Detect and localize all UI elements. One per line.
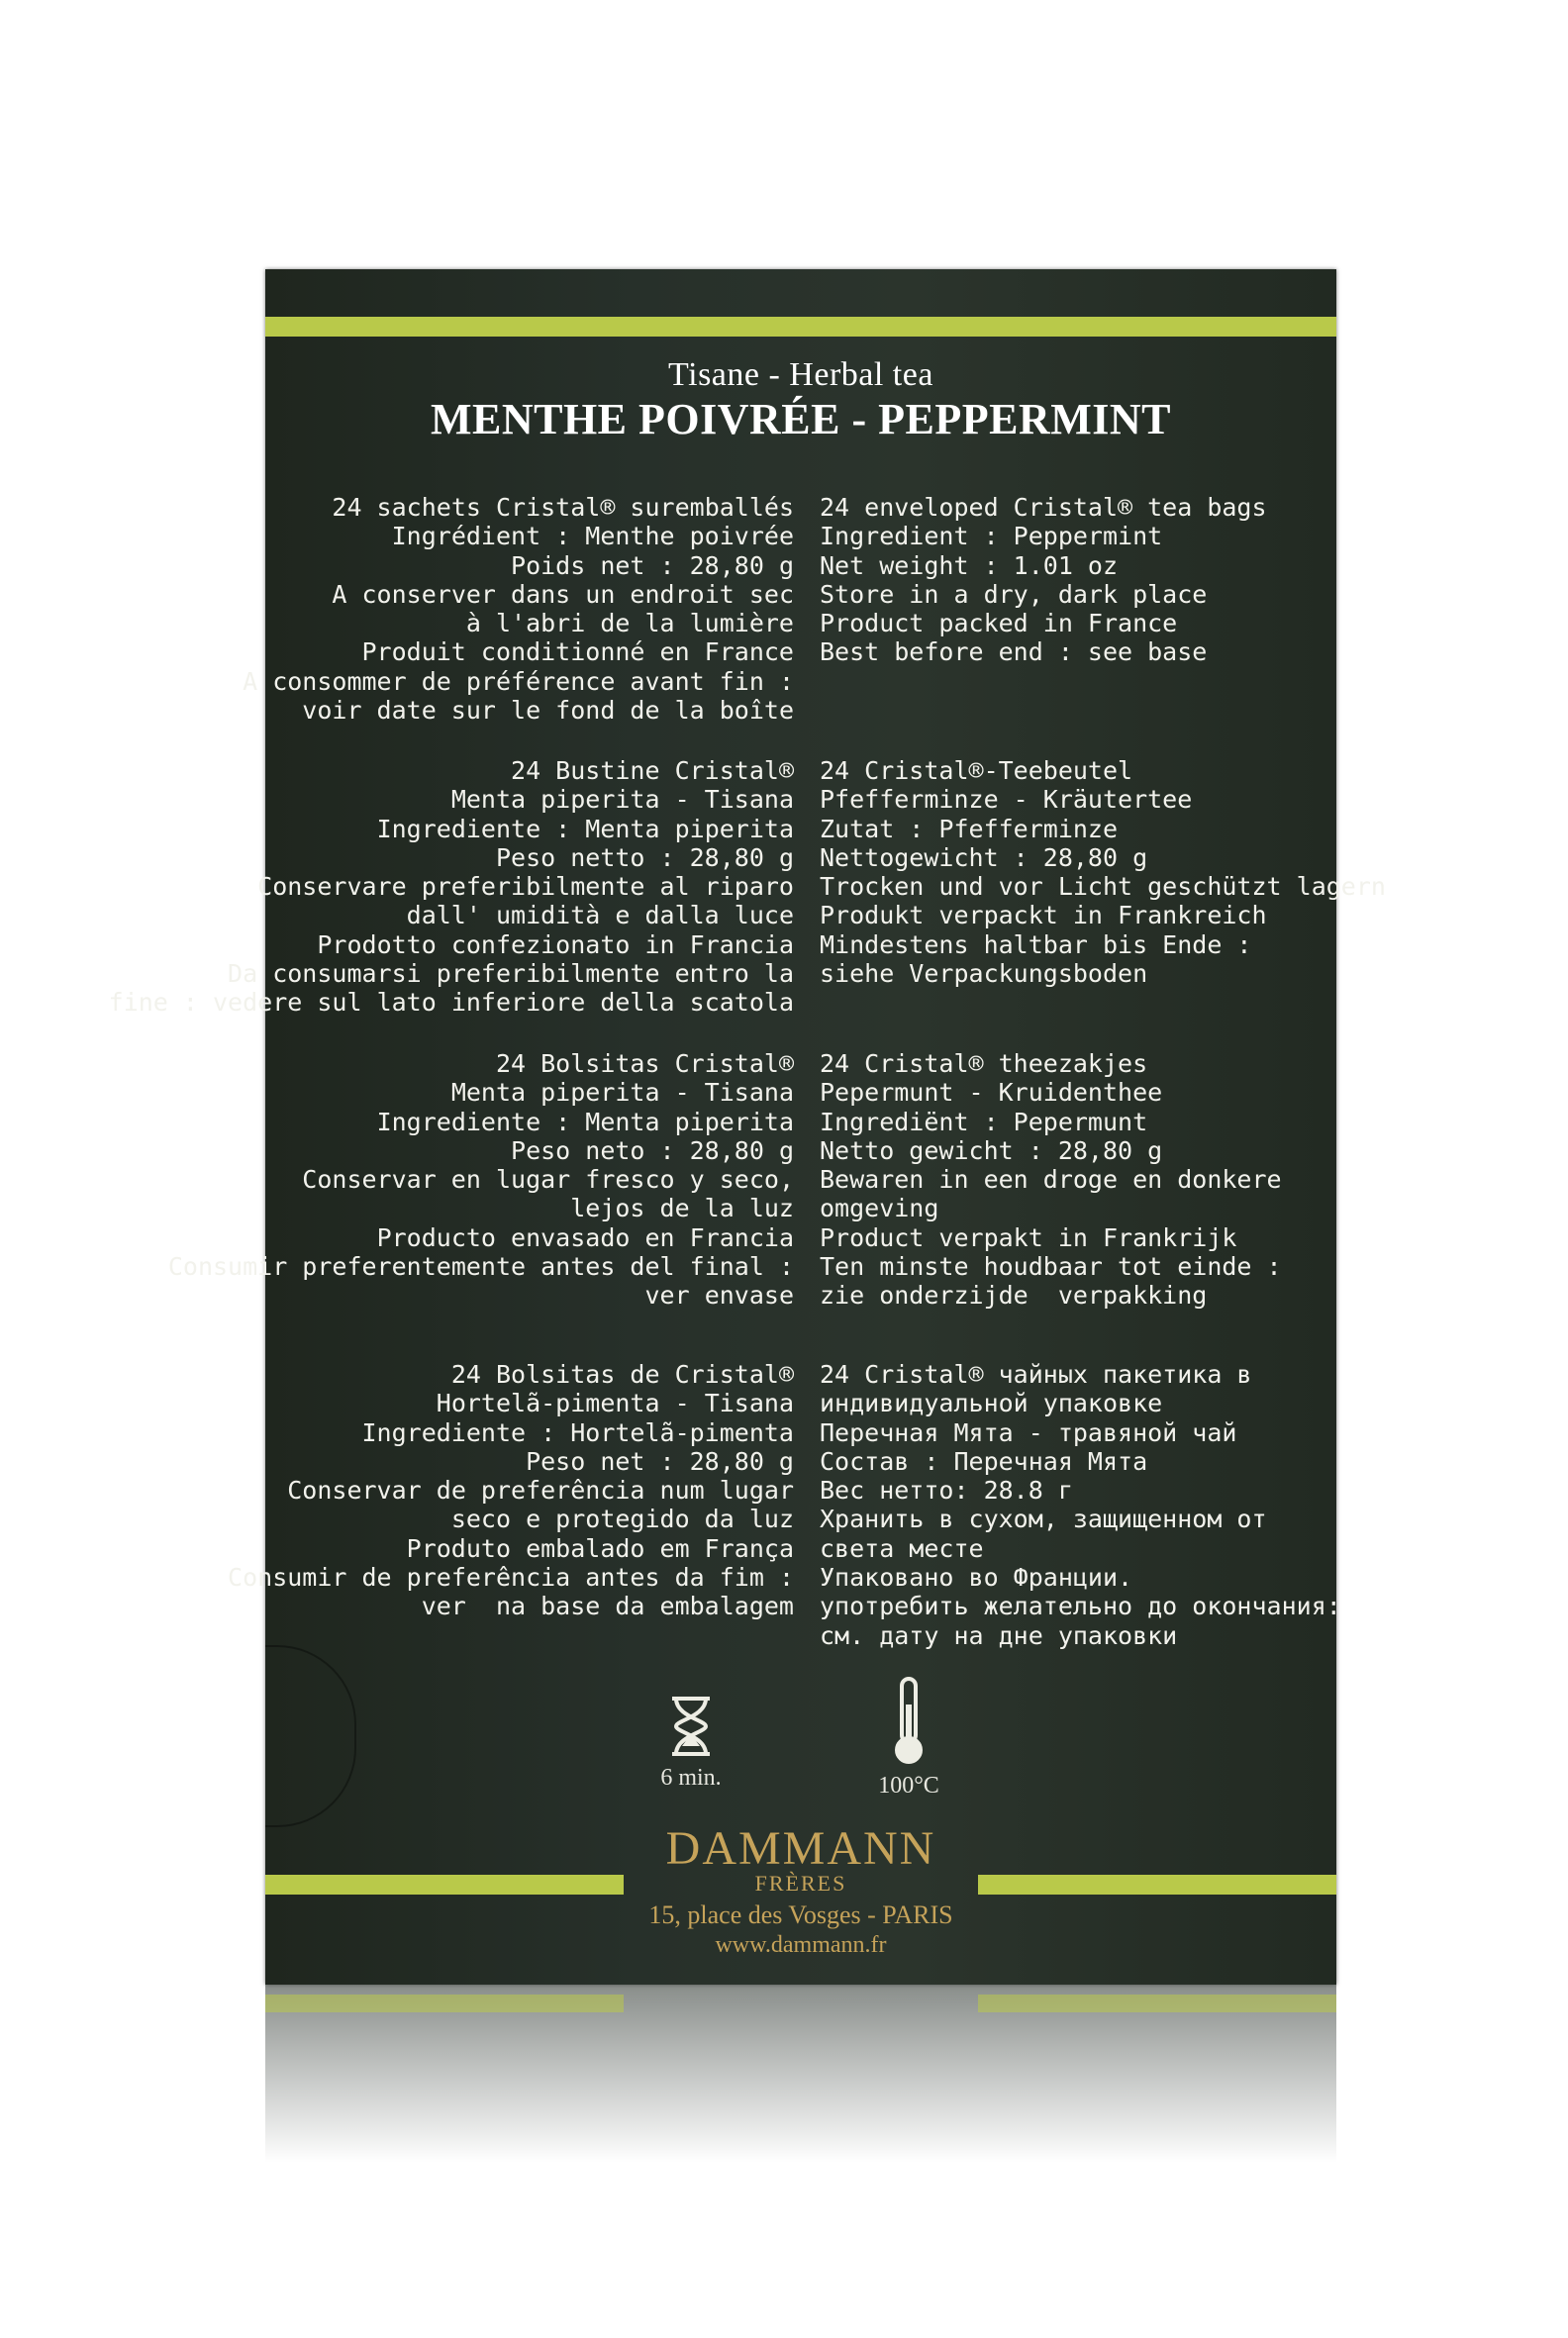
- text-block-french: 24 sachets Cristal® suremballés Ingrédient : Menthe poivrée Poids net : 28,80 g A conserver dans un endroit sec à l'abri de la lumière Produit conditionné en France A consommer de préférence avant fin : voir date sur le fond de la boîte: [243, 493, 794, 726]
- reflection-stripe-right: [978, 1995, 1336, 2012]
- text-block-german: 24 Cristal®-Teebeutel Pfefferminze - Kräutertee Zutat : Pfefferminze Nettogewicht : 28,80 g Trocken und vor Licht geschützt lagern Produkt verpackt in Frankreich Mindestens haltbar bis Ende : siehe Verpackungsboden: [820, 756, 1386, 989]
- product-title: MENTHE POIVRÉE - PEPPERMINT: [430, 395, 1172, 443]
- brand-address: 15, place des Vosges - PARIS: [648, 1900, 953, 1929]
- brand-logo-sub: FRÈRES: [754, 1871, 847, 1896]
- brew-temperature-label: 100°C: [878, 1773, 939, 1799]
- product-subtitle: Tisane - Herbal tea: [668, 356, 933, 393]
- text-block-italian: 24 Bustine Cristal® Menta piperita - Tisana Ingrediente : Menta piperita Peso netto : 28,80 g Conservare preferibilmente al riparo dall' umidità e dalla luce Prodotto confezionato in Francia Da consumarsi preferibilmente entro la fine : vedere sul lato inferiore della scatola: [108, 756, 794, 1018]
- top-stripe: [265, 317, 1336, 337]
- box-tab-notch: [265, 1645, 356, 1827]
- reflection-stripe-left: [265, 1995, 624, 2012]
- brew-time: [632, 1695, 750, 1792]
- text-block-russian: 24 Cristal® чайных пакетика в индивидуальной упаковке Перечная Мята - травяной чай Cостав : Перечная Мята Вес нетто: 28.8 г Хранить в сухом, защищенном от света месте Упаковано во Франции. употребить желательно до окончания: см. дату на дне упаковки: [820, 1360, 1341, 1650]
- text-block-english: 24 enveloped Cristal® tea bags Ingredient : Peppermint Net weight : 1.01 oz Store in a dry, dark place Product packed in France Best before end : see base: [820, 493, 1267, 667]
- text-block-spanish: 24 Bolsitas Cristal® Menta piperita - Tisana Ingrediente : Menta piperita Peso neto : 28,80 g Conservar en lugar fresco y seco, lejos de la luz Producto envasado en Francia Consumir preferentemente antes del final : ver envase: [167, 1049, 794, 1311]
- hourglass-icon: [666, 1695, 716, 1758]
- text-block-portuguese: 24 Bolsitas de Cristal® Hortelã-pimenta - Tisana Ingrediente : Hortelã-pimenta Peso net : 28,80 g Conservar de preferência num lugar seco e protegido da luz Produto embalado em França Consumir de preferência antes da fim : ver na base da embalagem: [228, 1360, 794, 1621]
- thermometer-icon: [889, 1675, 929, 1766]
- brew-time-label: 6 min.: [660, 1765, 722, 1791]
- brand-logo-name: DAMMANN: [665, 1822, 936, 1875]
- tea-box-back: [108, 269, 1386, 1985]
- box-reflection: [265, 1985, 1336, 2163]
- bottom-stripe-right: [978, 1875, 1336, 1895]
- brand-website: www.dammann.fr: [715, 1932, 887, 1958]
- bottom-stripe-left: [265, 1875, 624, 1895]
- text-block-dutch: 24 Cristal® theezakjes Pepermunt - Kruidenthee Ingrediënt : Pepermunt Netto gewicht : 28,80 g Bewaren in een droge en donkere omgeving Product verpakt in Frankrijk Ten minste houdbaar tot einde : zie onderzijde verpakking: [820, 1049, 1282, 1311]
- brew-temperature: [849, 1675, 968, 1800]
